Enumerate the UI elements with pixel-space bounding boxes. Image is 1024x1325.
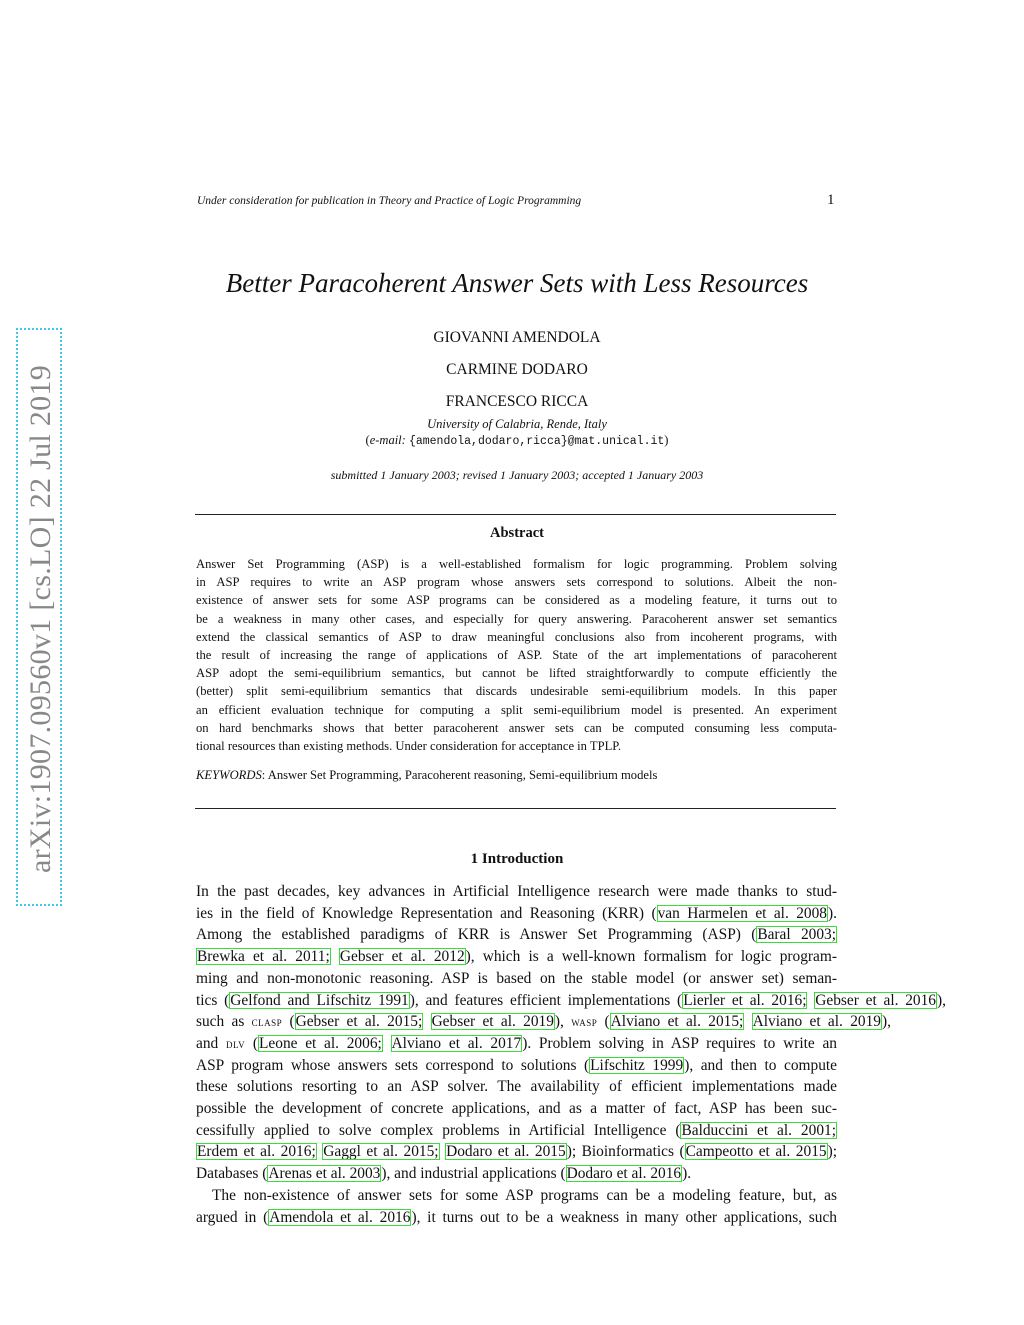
- citation-link[interactable]: Lierler et al. 2016;: [683, 991, 807, 1009]
- text: and: [196, 1034, 226, 1052]
- intro-line: [196, 1207, 837, 1229]
- text: argued in (: [196, 1208, 269, 1226]
- running-head: Under consideration for publication in Theory and Practice of Logic Programming: [197, 195, 582, 207]
- page-number: 1: [827, 192, 835, 208]
- system-name: dlv: [225, 1035, 246, 1051]
- abstract-line: be a weakness in many other cases, and especially for query answering. Paracoherent answer set semantics: [196, 611, 837, 626]
- text: );: [827, 1143, 837, 1161]
- text: such as: [196, 1013, 252, 1031]
- citation-link[interactable]: Amendola et al. 2016: [269, 1208, 411, 1226]
- intro-line: [196, 924, 837, 946]
- text: these solutions resorting to an ASP solver. The availability of efficient implementations made: [196, 1078, 837, 1096]
- paper-title: Better Paracoherent Answer Sets with Less Resources: [225, 268, 809, 298]
- citation-link[interactable]: Gebser et al. 2016: [815, 991, 937, 1009]
- citation-link[interactable]: Gebser et al. 2019: [431, 1013, 554, 1031]
- text: ), and then to compute: [684, 1056, 837, 1074]
- intro-line: [196, 946, 837, 968]
- citation-link[interactable]: Lifschitz 1999: [590, 1056, 684, 1074]
- abstract-bottom-rule: [195, 808, 836, 809]
- intro-line: [196, 1141, 837, 1163]
- citation-link[interactable]: Arenas et al. 2003: [268, 1165, 381, 1183]
- text: (: [282, 1013, 295, 1031]
- citation-link[interactable]: Campeotto et al. 2015: [685, 1143, 827, 1161]
- citation-link[interactable]: Dodaro et al. 2015: [446, 1143, 566, 1161]
- intro-line: [196, 990, 946, 1012]
- system-name: wasp: [571, 1014, 598, 1030]
- citation-link[interactable]: Erdem et al. 2016;: [197, 1143, 316, 1161]
- text: ), and features efficient implementations (: [409, 991, 683, 1009]
- text: ), and industrial applications (: [381, 1165, 566, 1183]
- intro-line: [196, 1120, 837, 1142]
- text: tics (: [196, 991, 230, 1009]
- text: [331, 948, 339, 965]
- citation-link[interactable]: Gelfond and Lifschitz 1991: [230, 991, 409, 1009]
- citation-link[interactable]: Alviano et al. 2019: [752, 1013, 881, 1031]
- abstract-line: existence of answer sets for some ASP programs can be considered as a modeling feature, it turns out to: [196, 593, 837, 608]
- author-1: GIOVANNI AMENDOLA: [433, 329, 601, 346]
- text: In the past decades, key advances in Artificial Intelligence research were made thanks to stud-: [196, 883, 837, 900]
- abstract-line: ASP adopt the semi-equilibrium semantics, but cannot be lifted straightforwardly to compute efficiently the: [196, 666, 837, 681]
- text: ),: [554, 1013, 572, 1031]
- citation-link[interactable]: Gaggl et al. 2015;: [323, 1143, 439, 1161]
- text: Databases (: [196, 1165, 268, 1183]
- intro-line: [196, 903, 837, 925]
- text: ming and non-monotonic reasoning. ASP is based on the stable model (or answer set) seman-: [196, 969, 837, 987]
- text: ), which is a well-known formalism for logic program-: [465, 948, 837, 966]
- abstract-line: on hard benchmarks shows that better paracoherent answer sets can be computed consuming less computa-: [196, 720, 837, 735]
- author-3: FRANCESCO RICCA: [445, 393, 589, 410]
- citation-link[interactable]: van Harmelen et al. 2008: [657, 904, 827, 922]
- abstract-line: the result of increasing the range of applications of ASP. State of the art implementations of paracoherent: [196, 648, 837, 663]
- arxiv-identifier-link[interactable]: [16, 328, 62, 906]
- text: ).: [828, 904, 837, 922]
- intro-line: [196, 1033, 837, 1055]
- text: ); Bioinformatics (: [566, 1143, 685, 1161]
- abstract-line: in ASP requires to write an ASP program whose answers sets correspond to solutions. Albeit the non-: [196, 575, 837, 590]
- section-heading: 1 Introduction: [470, 851, 564, 867]
- email-line: (e-mail: {amendola,dodaro,ricca}@mat.unical.it): [365, 433, 669, 448]
- citation-link[interactable]: Gebser et al. 2012: [339, 948, 465, 966]
- text: [383, 1035, 391, 1052]
- text: ).: [682, 1165, 692, 1183]
- submission-dates: submitted 1 January 2003; revised 1 January 2003; accepted 1 January 2003: [330, 468, 704, 482]
- abstract-heading: Abstract: [490, 525, 544, 541]
- keywords-label: KEYWORDS: [196, 768, 262, 782]
- arxiv-identifier: arXiv:1907.09560v1 [cs.LO] 22 Jul 2019: [24, 364, 57, 874]
- email-address: {amendola,dodaro,ricca}@mat.unical.it: [408, 435, 665, 448]
- intro-line: [196, 1163, 837, 1185]
- abstract-line: extend the classical semantics of ASP to draw meaningful conclusions also from incoherent programs, with: [196, 629, 837, 644]
- keywords-list: : Answer Set Programming, Paracoherent reasoning, Semi-equilibrium models: [261, 768, 658, 782]
- text: ies in the field of Knowledge Representation and Reasoning (KRR) (: [196, 904, 657, 922]
- text: ASP program whose answers sets correspond to solutions (: [196, 1056, 590, 1074]
- intro-line: [196, 881, 837, 903]
- citation-link[interactable]: Leone et al. 2006;: [259, 1034, 382, 1052]
- citation-link[interactable]: Alviano et al. 2017: [391, 1034, 522, 1052]
- text: ),: [937, 991, 946, 1009]
- intro-line: [196, 968, 837, 990]
- citation-link[interactable]: Baral 2003;: [757, 926, 837, 944]
- text: (: [597, 1013, 610, 1031]
- text: ),: [881, 1013, 891, 1031]
- abstract-line: Answer Set Programming (ASP) is a well-established formalism for logic programming. Problem solving: [196, 557, 837, 571]
- intro-line: [196, 1098, 837, 1120]
- citation-link[interactable]: Gebser et al. 2015;: [295, 1013, 423, 1031]
- abstract-line: (better) split semi-equilibrium semantics that discards undesirable semi-equilibrium models. In this paper: [196, 684, 837, 699]
- keywords: [196, 768, 837, 783]
- citation-link[interactable]: Alviano et al. 2015;: [610, 1013, 744, 1031]
- text: [744, 1013, 751, 1030]
- citation-link[interactable]: Brewka et al. 2011;: [197, 948, 330, 966]
- email-label: e-mail:: [369, 433, 406, 447]
- intro-line: [196, 1076, 837, 1098]
- intro-line: [196, 1055, 837, 1077]
- text: cessifully applied to solve complex problems in Artificial Intelligence (: [196, 1121, 681, 1139]
- affiliation: University of Calabria, Rende, Italy: [427, 417, 607, 431]
- citation-link[interactable]: Balduccini et al. 2001;: [681, 1121, 836, 1139]
- abstract-body: [196, 555, 837, 755]
- text: ). Problem solving in ASP requires to write an: [522, 1034, 837, 1052]
- intro-line: [196, 1185, 837, 1207]
- abstract-line: an efficient evaluation technique for computing a split semi-equilibrium model is presented. An experiment: [196, 702, 837, 717]
- introduction-body: [196, 881, 946, 1228]
- text: ), it turns out to be a weakness in many other applications, such: [411, 1208, 837, 1226]
- author-2: CARMINE DODARO: [446, 361, 588, 378]
- intro-line: [196, 1011, 891, 1033]
- text: [423, 1013, 430, 1030]
- text: (: [245, 1034, 259, 1052]
- abstract-top-rule: [195, 514, 836, 515]
- abstract-line: tional resources than existing methods. Under consideration for acceptance in TPLP.: [196, 739, 622, 754]
- citation-link[interactable]: Dodaro et al. 2016: [566, 1165, 682, 1183]
- text: Among the established paradigms of KRR is Answer Set Programming (ASP) (: [196, 926, 757, 944]
- system-name: clasp: [251, 1014, 283, 1030]
- text: possible the development of concrete applications, and as a matter of fact, ASP has been suc-: [196, 1100, 837, 1118]
- text: The non-existence of answer sets for some ASP programs can be a modeling feature, but, as: [212, 1186, 837, 1204]
